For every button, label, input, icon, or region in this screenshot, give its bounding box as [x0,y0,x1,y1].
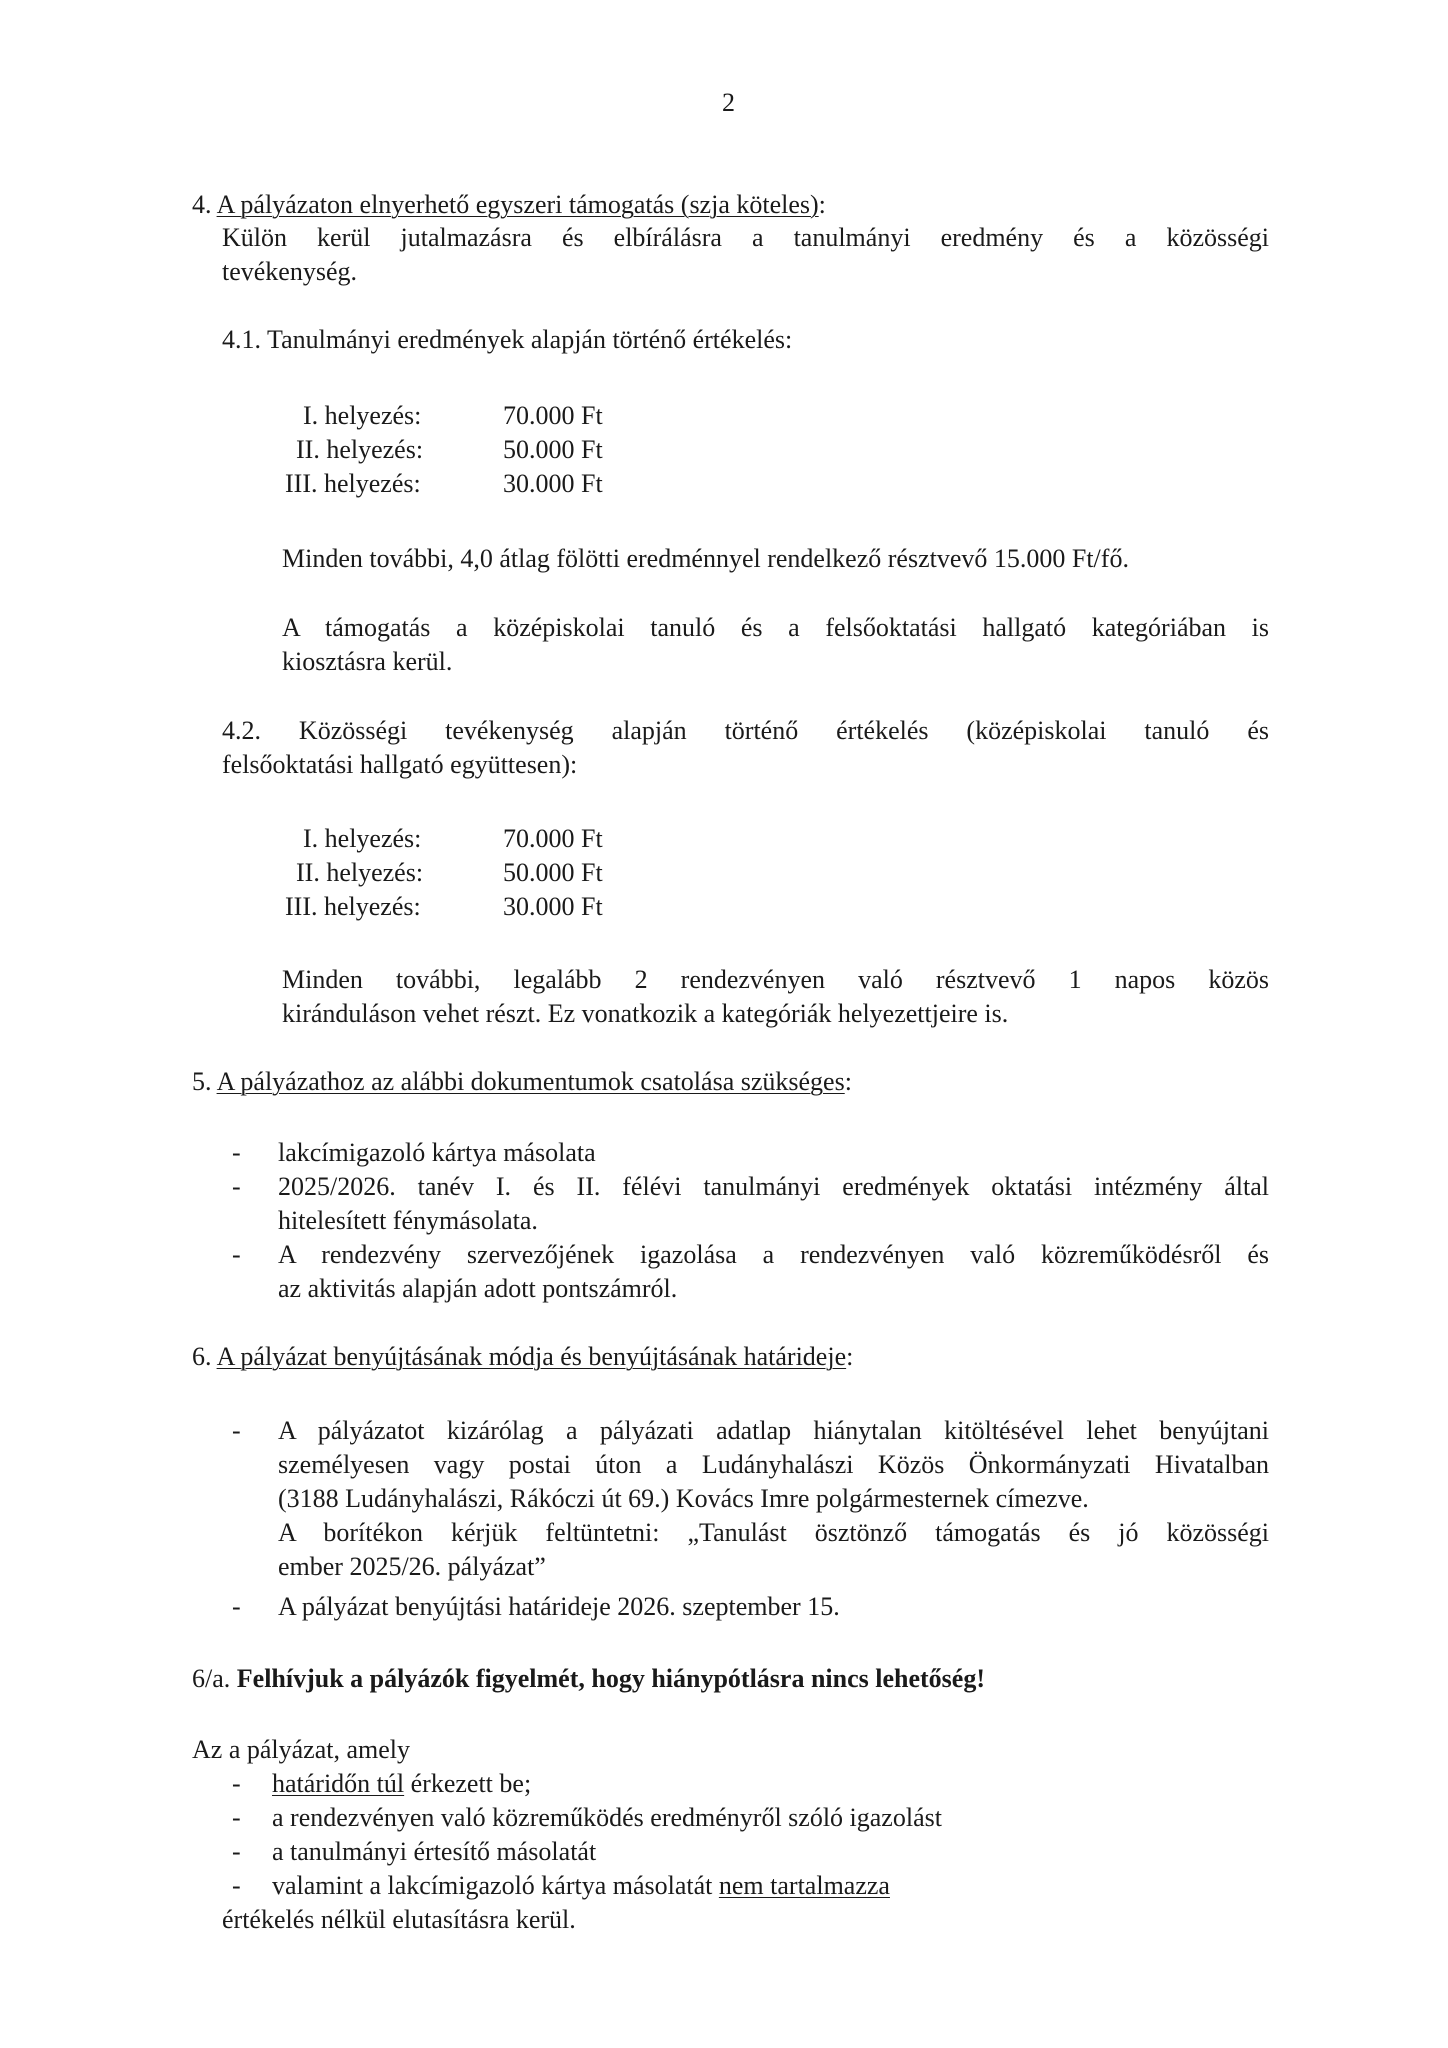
place-amount: 70.000 Ft [503,401,603,430]
section-4-intro-line2: tevékenység. [222,257,358,286]
section-title: A pályázathoz az alábbi dokumentumok csatolása szükséges [216,1067,845,1096]
list-bullet: - [232,1416,241,1445]
item-text: érkezett be; [404,1769,532,1798]
section-4-heading [192,188,826,222]
place-label: I. helyezés: [303,824,422,853]
list-bullet: - [232,1837,241,1866]
list-bullet: - [232,1592,241,1621]
section-4-1-support-line2: kiosztásra kerül. [282,647,453,676]
list-item: A pályázatot kizárólag a pályázati adatlap hiánytalan kitöltésével lehet benyújtani [278,1416,1269,1445]
list-bullet: - [232,1138,241,1167]
colon: : [818,190,826,219]
place-amount: 70.000 Ft [503,824,603,853]
section-4-1-support-line1: A támogatás a középiskolai tanuló és a felsőoktatási hallgató kategóriában is [282,613,1269,642]
colon: : [844,1067,852,1096]
list-item-continuation: hitelesített fénymásolata. [278,1206,538,1235]
place-label: II. helyezés: [296,435,424,464]
list-item: A rendezvény szervezőjének igazolása a rendezvényen való közreműködésről és [278,1240,1269,1269]
list-item: a tanulmányi értesítő másolatát [272,1837,597,1866]
place-amount: 50.000 Ft [503,435,603,464]
section-4-2-note-line2: kiránduláson vehet részt. Ez vonatkozik a kategóriák helyezettjeire is. [282,999,1009,1028]
section-4-2-title-line1: 4.2. Közösségi tevékenység alapján történő értékelés (középiskolai tanuló és [222,716,1269,745]
page-number: 2 [722,88,735,117]
section-5-heading [192,1065,852,1099]
list-item [272,1869,890,1903]
section-4-1-title: 4.1. Tanulmányi eredmények alapján történő értékelés: [222,325,793,354]
list-item-continuation: az aktivitás alapján adott pontszámról. [278,1274,678,1303]
section-number: 6/a. [192,1664,231,1693]
underlined-phrase: határidőn túl [272,1769,405,1798]
list-item [272,1767,531,1801]
list-item-continuation: A borítékon kérjük feltüntetni: „Tanulást ösztönző támogatás és jó közösségi [278,1518,1269,1547]
list-bullet: - [232,1803,241,1832]
section-title: A pályázat benyújtásának módja és benyújtásának határideje [216,1342,847,1371]
section-title: A pályázaton elnyerhető egyszeri támogatás (szja köteles) [216,190,819,219]
section-4-1-note: Minden további, 4,0 átlag fölötti eredménnyel rendelkező résztvevő 15.000 Ft/fő. [282,544,1129,573]
closing-final: értékelés nélkül elutasításra kerül. [222,1905,576,1934]
place-label: II. helyezés: [296,858,424,887]
list-bullet: - [232,1240,241,1269]
place-label: III. helyezés: [285,892,421,921]
section-number: 6. [192,1342,212,1371]
section-number: 5. [192,1067,212,1096]
section-4-2-note-line1: Minden további, legalább 2 rendezvényen való résztvevő 1 napos közös [282,965,1269,994]
list-item: a rendezvényen való közreműködés eredményről szóló igazolást [272,1803,942,1832]
list-bullet: - [232,1769,241,1798]
place-amount: 50.000 Ft [503,858,603,887]
section-number: 4. [192,190,212,219]
section-4-intro-line1: Külön kerül jutalmazásra és elbírálásra a tanulmányi eredmény és a közösségi [222,223,1269,252]
list-item-continuation: ember 2025/26. pályázat” [278,1552,546,1581]
list-item: A pályázat benyújtási határideje 2026. szeptember 15. [278,1592,840,1621]
list-item: 2025/2026. tanév I. és II. félévi tanulmányi eredmények oktatási intézmény által [278,1172,1269,1201]
list-item-continuation: személyesen vagy postai úton a Ludányhalászi Közös Önkormányzati Hivatalban [278,1450,1269,1479]
list-item: lakcímigazoló kártya másolata [278,1138,596,1167]
section-4-2-title-line2: felsőoktatási hallgató együttesen): [222,750,578,779]
place-label: I. helyezés: [303,401,422,430]
list-bullet: - [232,1172,241,1201]
underlined-phrase: nem tartalmazza [718,1871,890,1900]
section-6-heading [192,1340,853,1374]
colon: : [846,1342,854,1371]
place-label: III. helyezés: [285,469,421,498]
place-amount: 30.000 Ft [503,469,603,498]
item-text: valamint a lakcímigazoló kártya másolatát [272,1871,719,1900]
section-6a [192,1662,985,1696]
notice-text: Felhívjuk a pályázók figyelmét, hogy hiánypótlásra nincs lehetőség! [236,1664,986,1693]
list-bullet: - [232,1871,241,1900]
closing-intro: Az a pályázat, amely [192,1735,410,1764]
place-amount: 30.000 Ft [503,892,603,921]
list-item-continuation: (3188 Ludányhalászi, Rákóczi út 69.) Kovács Imre polgármesternek címezve. [278,1484,1089,1513]
